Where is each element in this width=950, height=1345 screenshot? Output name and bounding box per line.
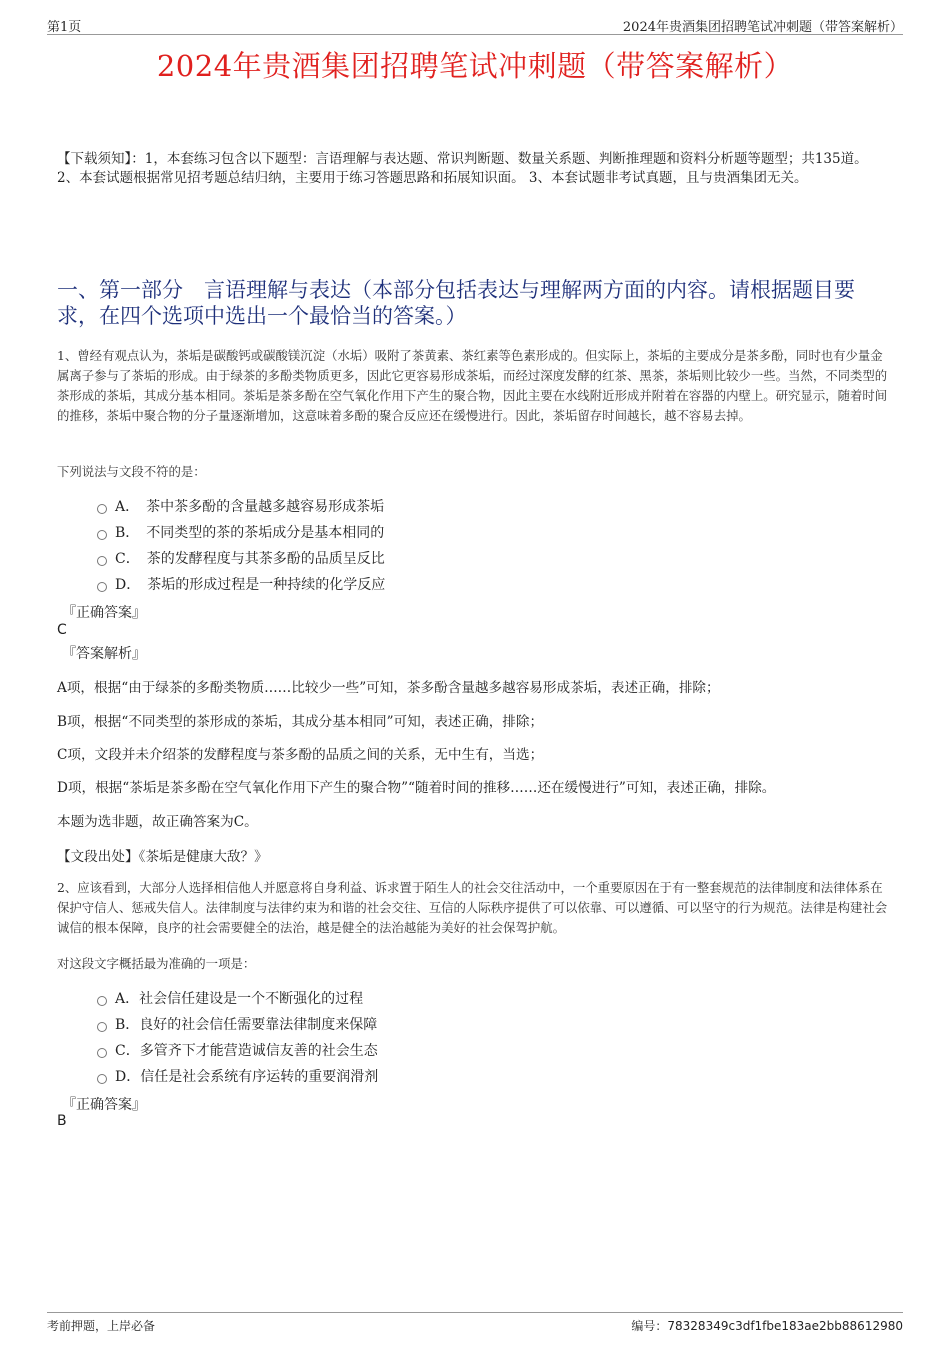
option-label: D． 茶垢的形成过程是一种持续的化学反应	[115, 577, 386, 593]
option-d[interactable]	[97, 1063, 378, 1089]
doc-id-label: 编号：	[631, 1319, 668, 1333]
radio-icon[interactable]	[97, 1022, 107, 1032]
question-1-options	[97, 493, 385, 597]
footer-slogan: 考前押题，上岸必备	[47, 1319, 156, 1333]
option-label: B． 不同类型的茶的茶垢成分是基本相同的	[115, 525, 385, 541]
option-label: A．社会信任建设是一个不断强化的过程	[115, 991, 364, 1007]
analysis-line: B项，根据“不同类型的茶形成的茶垢，其成分基本相同”可知，表述正确，排除；	[57, 714, 544, 730]
footer-doc-id	[631, 1317, 903, 1334]
doc-id-code: 78328349c3df1fbe183ae2bb88612980	[667, 1319, 903, 1333]
radio-icon[interactable]	[97, 1048, 107, 1058]
radio-icon[interactable]	[97, 1074, 107, 1084]
question-2-passage: 2、应该看到，大部分人选择相信他人并愿意将自身利益、诉求置于陌生人的社会交往活动中，一个重要原因在于有一整套规范的法律制度和法律体系在保护守信人、惩戒失信人。法律制度与法律约束为和谐的社会交往、互信的人际秩序提供了可以依靠、可以遵循、可以坚守的行为规范。法律是构建社会诚信的根本保障，良序的社会需要健全的法治，越是健全的法治越能为美好的社会保驾护航。	[57, 880, 888, 935]
radio-icon[interactable]	[97, 996, 107, 1006]
radio-icon[interactable]	[97, 556, 107, 566]
option-a[interactable]	[97, 493, 385, 519]
option-label: C．多管齐下才能营造诚信友善的社会生态	[115, 1043, 378, 1059]
option-label: D．信任是社会系统有序运转的重要润滑剂	[115, 1069, 379, 1085]
option-label: A． 茶中茶多酚的含量越多越容易形成茶垢	[115, 499, 385, 515]
answer-value: B	[57, 1113, 67, 1129]
section-heading: 一、第一部分 言语理解与表达（本部分包括表达与理解两方面的内容。请根据题目要求，在四个选项中选出一个最恰当的答案。）	[57, 278, 855, 328]
analysis-line: C项，文段并未介绍茶的发酵程度与茶多酚的品质之间的关系，无中生有，当选；	[57, 747, 544, 763]
page-footer	[47, 1312, 903, 1333]
question-1-passage: 1、曾经有观点认为，茶垢是碳酸钙或碳酸镁沉淀（水垢）吸附了茶黄素、茶红素等色素形成的。但实际上，茶垢的主要成分是茶多酚，同时也有少量金属离子参与了茶垢的形成。由于绿茶的多酚类物质更多，因此它更容易形成茶垢，而经过深度发酵的红茶、黑茶，茶垢则比较少一些。当然，不同类型的茶形成的茶垢，其成分基本相同。茶垢是茶多酚在空气氧化作用下产生的聚合物，因此主要在水线附近形成并附着在容器的内壁上。研究显示，随着时间的推移，茶垢中聚合物的分子量逐渐增加，这意味着多酚的聚合反应还在缓慢进行。因此，茶垢留存时间越长，越不容易去掉。	[57, 348, 888, 423]
question-2-prompt: 对这段文字概括最为准确的一项是：	[57, 956, 256, 971]
passage-source: 【文段出处】《茶垢是健康大敌？》	[57, 849, 268, 865]
answer-label: 『正确答案』	[62, 1097, 146, 1113]
option-b[interactable]	[97, 1011, 378, 1037]
option-label: B．良好的社会信任需要靠法律制度来保障	[115, 1017, 378, 1033]
question-2-options	[97, 985, 378, 1089]
analysis-line: D项，根据“茶垢是茶多酚在空气氧化作用下产生的聚合物”“随着时间的推移……还在缓慢进行”可知，表述正确，排除。	[57, 780, 776, 796]
page-number: 第1页	[47, 20, 82, 35]
radio-icon[interactable]	[97, 530, 107, 540]
header-doc-title: 2024年贵酒集团招聘笔试冲刺题（带答案解析）	[622, 20, 903, 35]
option-label: C． 茶的发酵程度与其茶多酚的品质呈反比	[115, 551, 385, 567]
analysis-conclusion: 本题为选非题，故正确答案为C。	[57, 814, 258, 830]
analysis-line: A项，根据“由于绿茶的多酚类物质……比较少一些”可知，茶多酚含量越多越容易形成茶垢，表述正确，排除；	[57, 680, 720, 696]
analysis-label: 『答案解析』	[62, 646, 146, 662]
question-1-prompt: 下列说法与文段不符的是：	[57, 464, 206, 479]
page-header	[47, 14, 903, 35]
radio-icon[interactable]	[97, 504, 107, 514]
answer-label: 『正确答案』	[62, 605, 146, 621]
option-a[interactable]	[97, 985, 378, 1011]
option-c[interactable]	[97, 545, 385, 571]
answer-value: C	[57, 622, 67, 638]
option-c[interactable]	[97, 1037, 378, 1063]
option-b[interactable]	[97, 519, 385, 545]
radio-icon[interactable]	[97, 582, 107, 592]
document-title: 2024年贵酒集团招聘笔试冲刺题（带答案解析）	[156, 49, 794, 83]
download-notice: 【下载须知】：1，本套练习包含以下题型：言语理解与表达题、常识判断题、数量关系题、判断推理题和资料分析题等题型；共135道。 2、本套试题根据常见招考题总结归纳，主要用于练习答题思路和拓展知识面。 3、本套试题非考试真题，且与贵酒集团无关。	[57, 151, 868, 186]
option-d[interactable]	[97, 571, 385, 597]
